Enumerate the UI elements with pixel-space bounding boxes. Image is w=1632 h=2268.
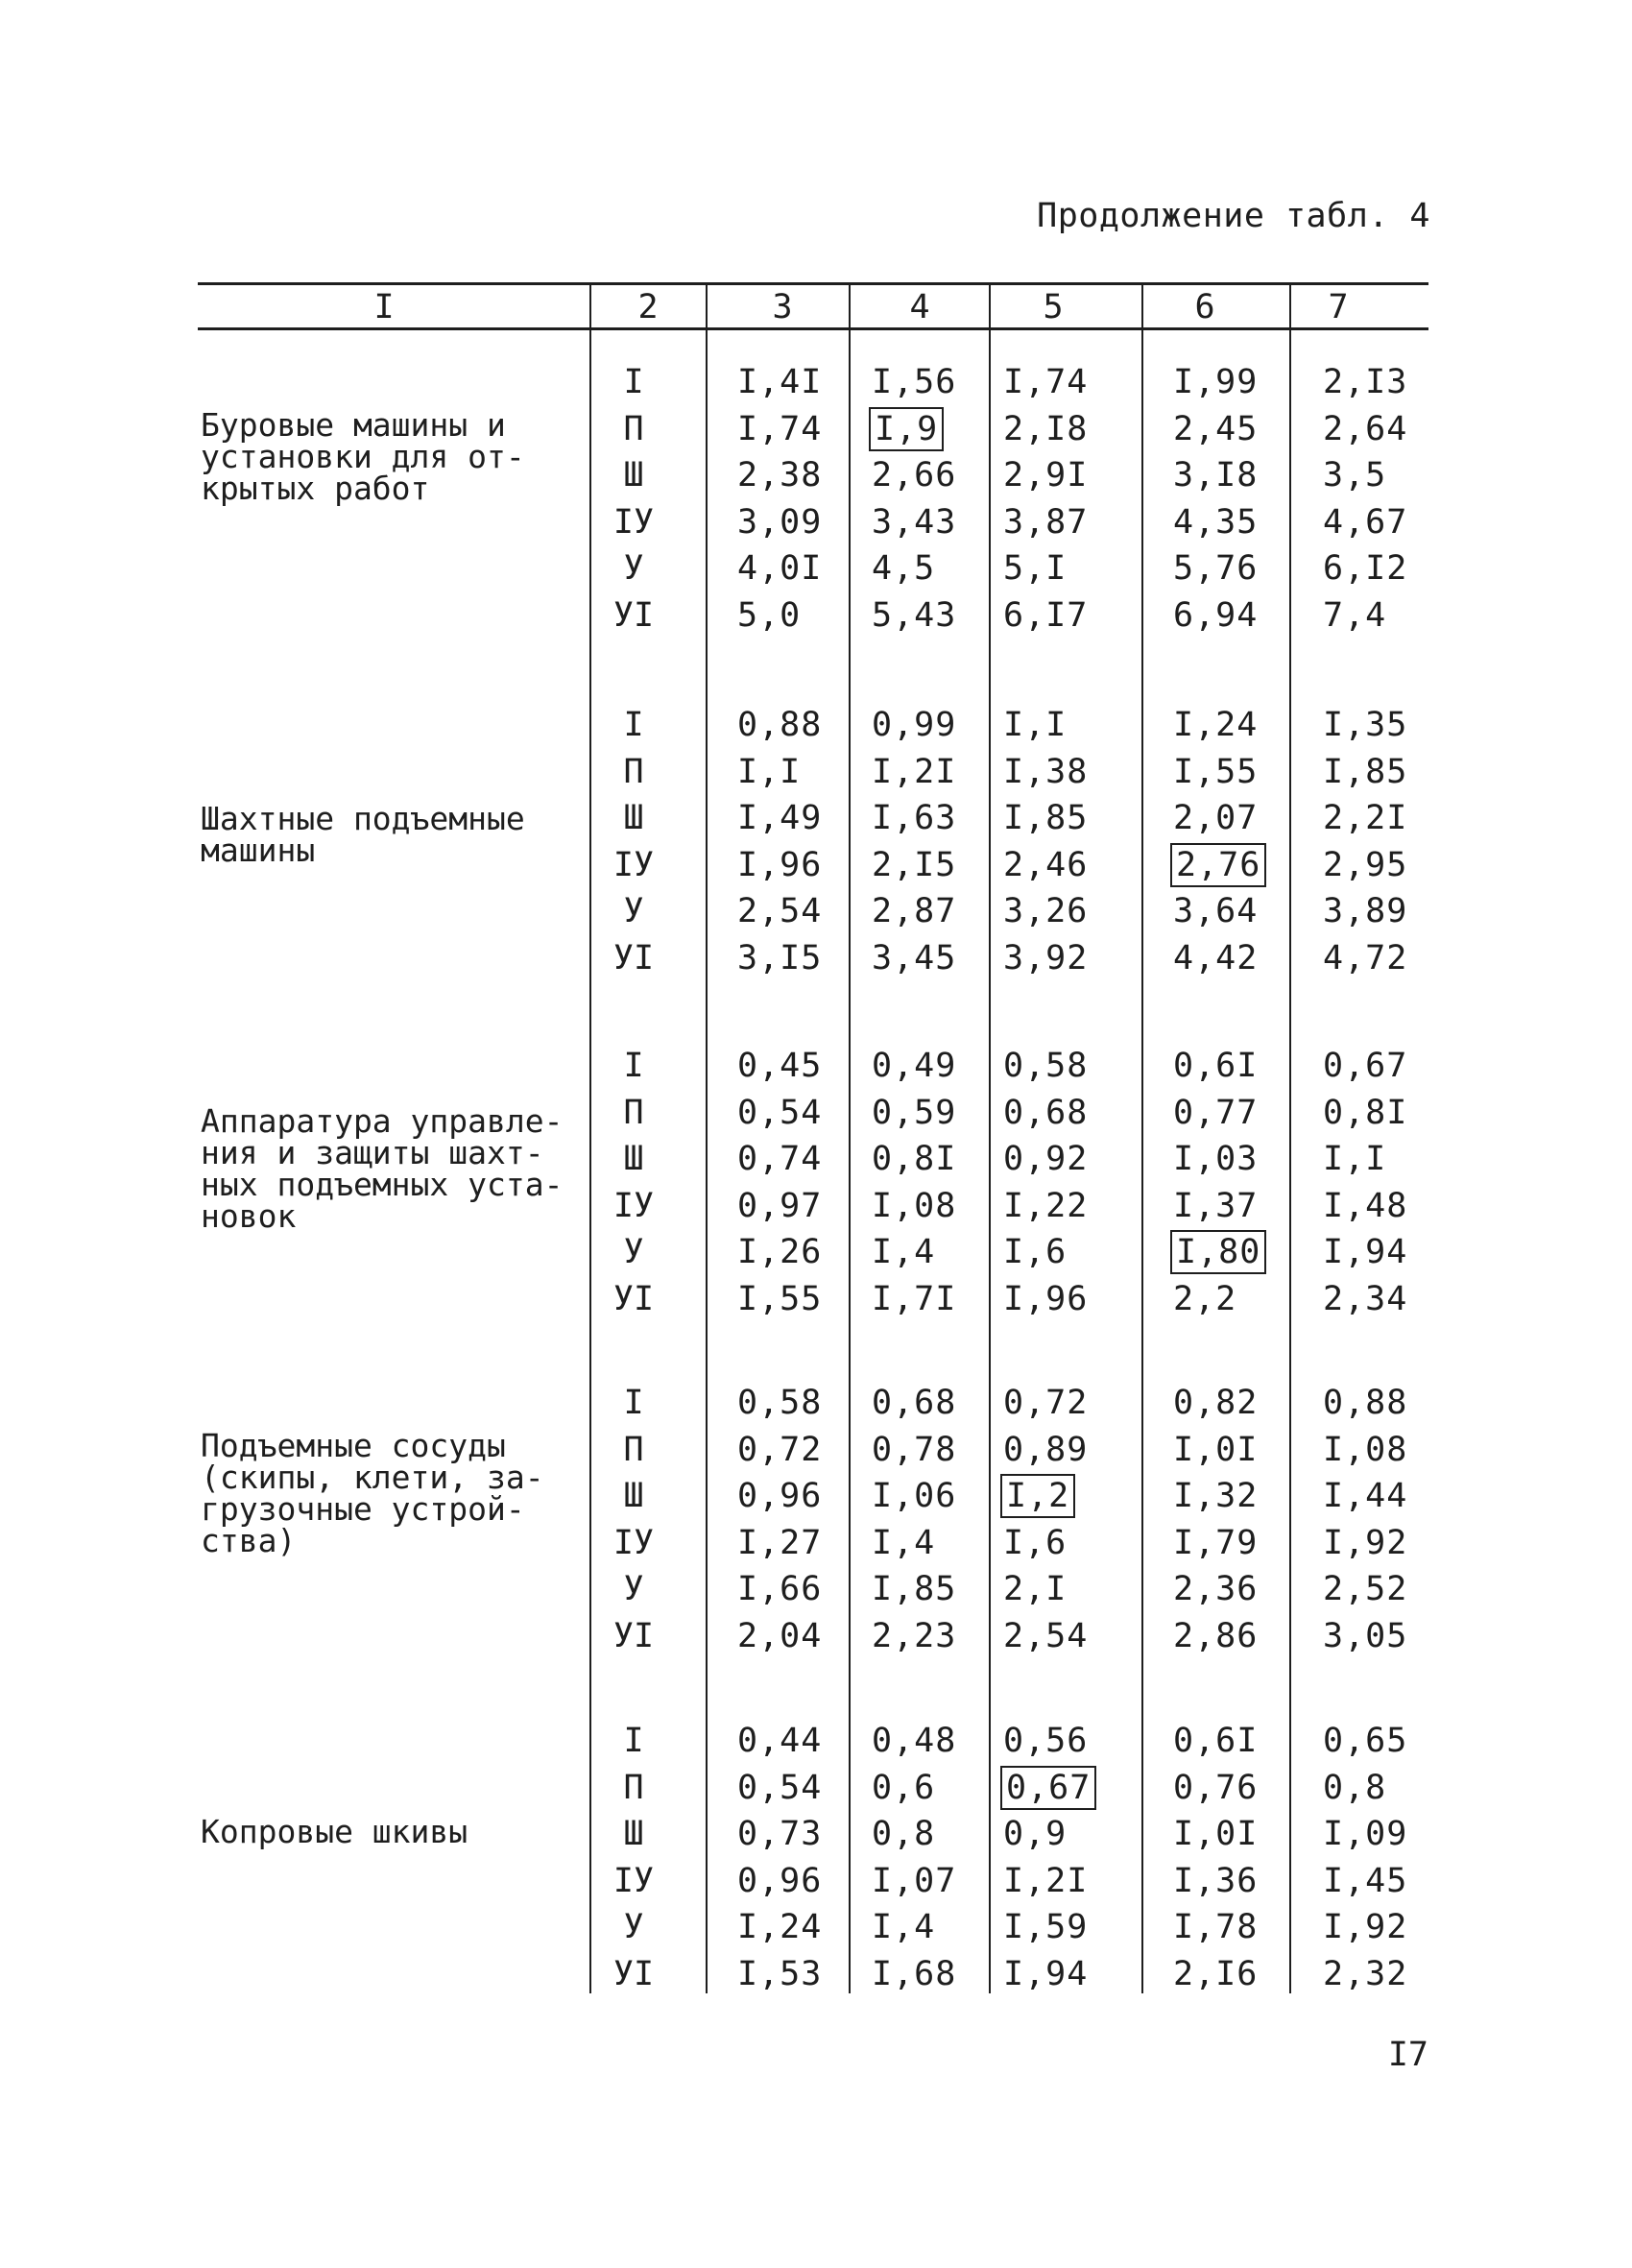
table-cell: I,78 [1173, 1908, 1259, 1946]
table-cell: I,6 [1003, 1233, 1068, 1271]
table-cell: 0,6I [1173, 1047, 1259, 1085]
table-cell: 2,76 [1173, 846, 1263, 884]
grade-label: I [623, 1047, 644, 1085]
table-cell: I,79 [1173, 1524, 1259, 1562]
table-cell: 0,6 [872, 1769, 936, 1807]
table-cell: 3,92 [1003, 939, 1089, 977]
grade-label: I [623, 706, 644, 744]
table-cell: 6,I7 [1003, 596, 1089, 635]
table-cell: 2,07 [1173, 799, 1259, 837]
table-cell: I,2I [872, 753, 957, 791]
column-divider [706, 284, 708, 1993]
table-cell: I,0I [1173, 1431, 1259, 1469]
table-cell: 0,73 [737, 1815, 823, 1853]
table-cell: I,85 [1003, 799, 1089, 837]
table-cell: I,66 [737, 1570, 823, 1608]
table-cell: I,94 [1003, 1955, 1089, 1993]
table-cell: 2,52 [1323, 1570, 1408, 1608]
table-cell: I,55 [1173, 753, 1259, 791]
grade-label: УI [612, 1617, 655, 1655]
table-cell: I,45 [1323, 1862, 1408, 1900]
table-cell: 2,I3 [1323, 363, 1408, 401]
column-header-1: I [373, 288, 395, 326]
column-divider [849, 284, 851, 1993]
table-cell: I,96 [1003, 1280, 1089, 1318]
table-cell: 5,0 [737, 596, 802, 635]
table-cell: I,74 [1003, 363, 1089, 401]
table-cell: 0,89 [1003, 1431, 1089, 1469]
table-cell: 2,86 [1173, 1617, 1259, 1655]
table-cell: 3,45 [872, 939, 957, 977]
grade-label: Ш [623, 1815, 644, 1853]
grade-label: Ш [623, 1140, 644, 1178]
table-cell: 0,92 [1003, 1140, 1089, 1178]
table-cell: I,I [737, 753, 802, 791]
table-cell: I,53 [737, 1955, 823, 1993]
grade-label: П [623, 753, 644, 791]
grade-label: IУ [612, 503, 655, 542]
table-cell: I,63 [872, 799, 957, 837]
table-cell: I,06 [872, 1477, 957, 1515]
page-number: I7 [1387, 2036, 1428, 2074]
grade-label: У [623, 549, 644, 588]
table-cell: I,94 [1323, 1233, 1408, 1271]
table-cell: I,80 [1173, 1233, 1263, 1271]
table-cell: 2,32 [1323, 1955, 1408, 1993]
table-cell: 0,97 [737, 1187, 823, 1225]
table-cell: 0,8 [872, 1815, 936, 1853]
table-cell: 0,8I [1323, 1094, 1408, 1132]
grade-label: УI [612, 1955, 655, 1993]
table-cell: 0,45 [737, 1047, 823, 1085]
table-cell: 0,65 [1323, 1722, 1408, 1760]
table-cell: I,08 [1323, 1431, 1408, 1469]
table-cell: 2,54 [737, 892, 823, 930]
table-cell: I,37 [1173, 1187, 1259, 1225]
table-cell: 4,67 [1323, 503, 1408, 542]
table-cell: 4,35 [1173, 503, 1259, 542]
table-cell: 4,5 [872, 549, 936, 588]
table-cell: 2,64 [1323, 410, 1408, 448]
grade-label: П [623, 1094, 644, 1132]
table-cell: 7,4 [1323, 596, 1387, 635]
table-cell: 0,88 [737, 706, 823, 744]
table-cell: I,6 [1003, 1524, 1068, 1562]
table-cell: I,92 [1323, 1524, 1408, 1562]
table-cell: I,22 [1003, 1187, 1089, 1225]
table-cell: I,2 [1003, 1477, 1072, 1515]
grade-label: УI [612, 596, 655, 635]
table-cell: I,85 [1323, 753, 1408, 791]
table-cell: 2,95 [1323, 846, 1408, 884]
table-cell: 6,94 [1173, 596, 1259, 635]
table-cell: 3,87 [1003, 503, 1089, 542]
grade-label: УI [612, 1280, 655, 1318]
table-cell: 0,8 [1323, 1769, 1387, 1807]
table-cell: I,09 [1323, 1815, 1408, 1853]
grade-label: У [623, 1570, 644, 1608]
table-cell: 0,96 [737, 1862, 823, 1900]
table-cell: 5,76 [1173, 549, 1259, 588]
table-cell: 0,58 [1003, 1047, 1089, 1085]
table-cell: 2,23 [872, 1617, 957, 1655]
table-cell: 6,I2 [1323, 549, 1408, 588]
table-cell: 0,58 [737, 1384, 823, 1422]
table-cell: 0,6I [1173, 1722, 1259, 1760]
table-cell: I,07 [872, 1862, 957, 1900]
table-cell: I,48 [1323, 1187, 1408, 1225]
table-cell: I,08 [872, 1187, 957, 1225]
column-header-6: 6 [1194, 288, 1215, 326]
table-cell: I,85 [872, 1570, 957, 1608]
table-cell: 0,56 [1003, 1722, 1089, 1760]
table-cell: I,32 [1173, 1477, 1259, 1515]
table-cell: 0,49 [872, 1047, 957, 1085]
row-group-label: Буровые машины и установки для от- крытых работ [201, 406, 525, 507]
table-cell: I,74 [737, 410, 823, 448]
grade-label: П [623, 1769, 644, 1807]
table-cell: 2,45 [1173, 410, 1259, 448]
table-caption: Продолжение табл. 4 [1037, 197, 1430, 235]
column-divider [1141, 284, 1143, 1993]
grade-label: У [623, 1908, 644, 1946]
table-cell: 3,I5 [737, 939, 823, 977]
column-header-7: 7 [1328, 288, 1349, 326]
table-cell: 0,48 [872, 1722, 957, 1760]
table-cell: I,0I [1173, 1815, 1259, 1853]
table-cell: 3,5 [1323, 456, 1387, 495]
table-cell: I,7I [872, 1280, 957, 1318]
table-cell: I,4 [872, 1524, 936, 1562]
table-cell: I,I [1003, 706, 1068, 744]
table-cell: 5,43 [872, 596, 957, 635]
table-cell: I,35 [1323, 706, 1408, 744]
row-group-label: Шахтные подъемные машины [201, 800, 525, 869]
table-cell: I,4I [737, 363, 823, 401]
table-cell: 3,I8 [1173, 456, 1259, 495]
grade-label: IУ [612, 1524, 655, 1562]
table-cell: 2,54 [1003, 1617, 1089, 1655]
table-cell: 2,2I [1323, 799, 1408, 837]
column-header-2: 2 [637, 288, 659, 326]
table-cell: I,2I [1003, 1862, 1089, 1900]
table-cell: 0,67 [1003, 1769, 1093, 1807]
table-cell: I,99 [1173, 363, 1259, 401]
table-cell: 0,54 [737, 1769, 823, 1807]
table-cell: 4,72 [1323, 939, 1408, 977]
table-cell: 2,2 [1173, 1280, 1237, 1318]
table-cell: 2,9I [1003, 456, 1089, 495]
table-cell: 2,36 [1173, 1570, 1259, 1608]
table-cell: 0,82 [1173, 1384, 1259, 1422]
table-cell: 3,26 [1003, 892, 1089, 930]
table-cell: I,44 [1323, 1477, 1408, 1515]
grade-label: IУ [612, 846, 655, 884]
table-cell: 3,89 [1323, 892, 1408, 930]
row-group-label: Аппаратура управле- ния и защиты шахт- ных подъемных уста- новок [201, 1102, 564, 1235]
table-cell: I,03 [1173, 1140, 1259, 1178]
table-cell: 0,72 [1003, 1384, 1089, 1422]
table-cell: 0,8I [872, 1140, 957, 1178]
table-cell: I,56 [872, 363, 957, 401]
table-cell: 0,74 [737, 1140, 823, 1178]
table-cell: 0,77 [1173, 1094, 1259, 1132]
grade-label: IУ [612, 1187, 655, 1225]
column-header-4: 4 [909, 288, 930, 326]
grade-label: П [623, 1431, 644, 1469]
table-cell: 0,88 [1323, 1384, 1408, 1422]
grade-label: I [623, 363, 644, 401]
grade-label: Ш [623, 1477, 644, 1515]
table-cell: 0,96 [737, 1477, 823, 1515]
table-cell: 0,78 [872, 1431, 957, 1469]
table-cell: 0,59 [872, 1094, 957, 1132]
grade-label: У [623, 892, 644, 930]
table-cell: 5,I [1003, 549, 1068, 588]
table-cell: I,92 [1323, 1908, 1408, 1946]
table-cell: 2,I5 [872, 846, 957, 884]
table-cell: 2,I8 [1003, 410, 1089, 448]
table-cell: 3,64 [1173, 892, 1259, 930]
table-cell: I,49 [737, 799, 823, 837]
table-header-rule [198, 327, 1428, 330]
table-cell: I,59 [1003, 1908, 1089, 1946]
table-top-rule [198, 282, 1428, 285]
table-cell: 2,34 [1323, 1280, 1408, 1318]
table-cell: I,4 [872, 1233, 936, 1271]
table-cell: I,55 [737, 1280, 823, 1318]
column-divider [1289, 284, 1291, 1993]
grade-label: Ш [623, 799, 644, 837]
table-cell: 0,54 [737, 1094, 823, 1132]
table-cell: 3,43 [872, 503, 957, 542]
table-cell: 2,I [1003, 1570, 1068, 1608]
table-cell: 4,42 [1173, 939, 1259, 977]
table-cell: I,9 [872, 410, 941, 448]
table-cell: I,26 [737, 1233, 823, 1271]
grade-label: Ш [623, 456, 644, 495]
grade-label: I [623, 1722, 644, 1760]
table-cell: 3,05 [1323, 1617, 1408, 1655]
table-cell: 0,76 [1173, 1769, 1259, 1807]
grade-label: У [623, 1233, 644, 1271]
grade-label: IУ [612, 1862, 655, 1900]
table-cell: I,24 [737, 1908, 823, 1946]
column-header-5: 5 [1043, 288, 1064, 326]
table-cell: I,38 [1003, 753, 1089, 791]
table-cell: 2,66 [872, 456, 957, 495]
table-cell: 2,I6 [1173, 1955, 1259, 1993]
table-cell: I,4 [872, 1908, 936, 1946]
table-cell: 0,99 [872, 706, 957, 744]
column-header-3: 3 [772, 288, 793, 326]
table-cell: 0,44 [737, 1722, 823, 1760]
table-cell: 0,67 [1323, 1047, 1408, 1085]
table-cell: I,24 [1173, 706, 1259, 744]
row-group-label: Подъемные сосуды (скипы, клети, за- грузочные устрой- ства) [201, 1427, 544, 1559]
grade-label: П [623, 410, 644, 448]
table-cell: 3,09 [737, 503, 823, 542]
table-cell: 2,87 [872, 892, 957, 930]
row-group-label: Копровые шкивы [201, 1813, 468, 1850]
grade-label: УI [612, 939, 655, 977]
table-cell: I,68 [872, 1955, 957, 1993]
table-cell: 0,9 [1003, 1815, 1068, 1853]
table-cell: I,I [1323, 1140, 1387, 1178]
column-divider [989, 284, 991, 1993]
table-cell: I,36 [1173, 1862, 1259, 1900]
table-cell: 2,38 [737, 456, 823, 495]
table-cell: 2,04 [737, 1617, 823, 1655]
grade-label: I [623, 1384, 644, 1422]
table-cell: 0,68 [1003, 1094, 1089, 1132]
table-cell: 2,46 [1003, 846, 1089, 884]
table-cell: 0,72 [737, 1431, 823, 1469]
table-cell: 4,0I [737, 549, 823, 588]
table-cell: 0,68 [872, 1384, 957, 1422]
table-cell: I,96 [737, 846, 823, 884]
table-cell: I,27 [737, 1524, 823, 1562]
